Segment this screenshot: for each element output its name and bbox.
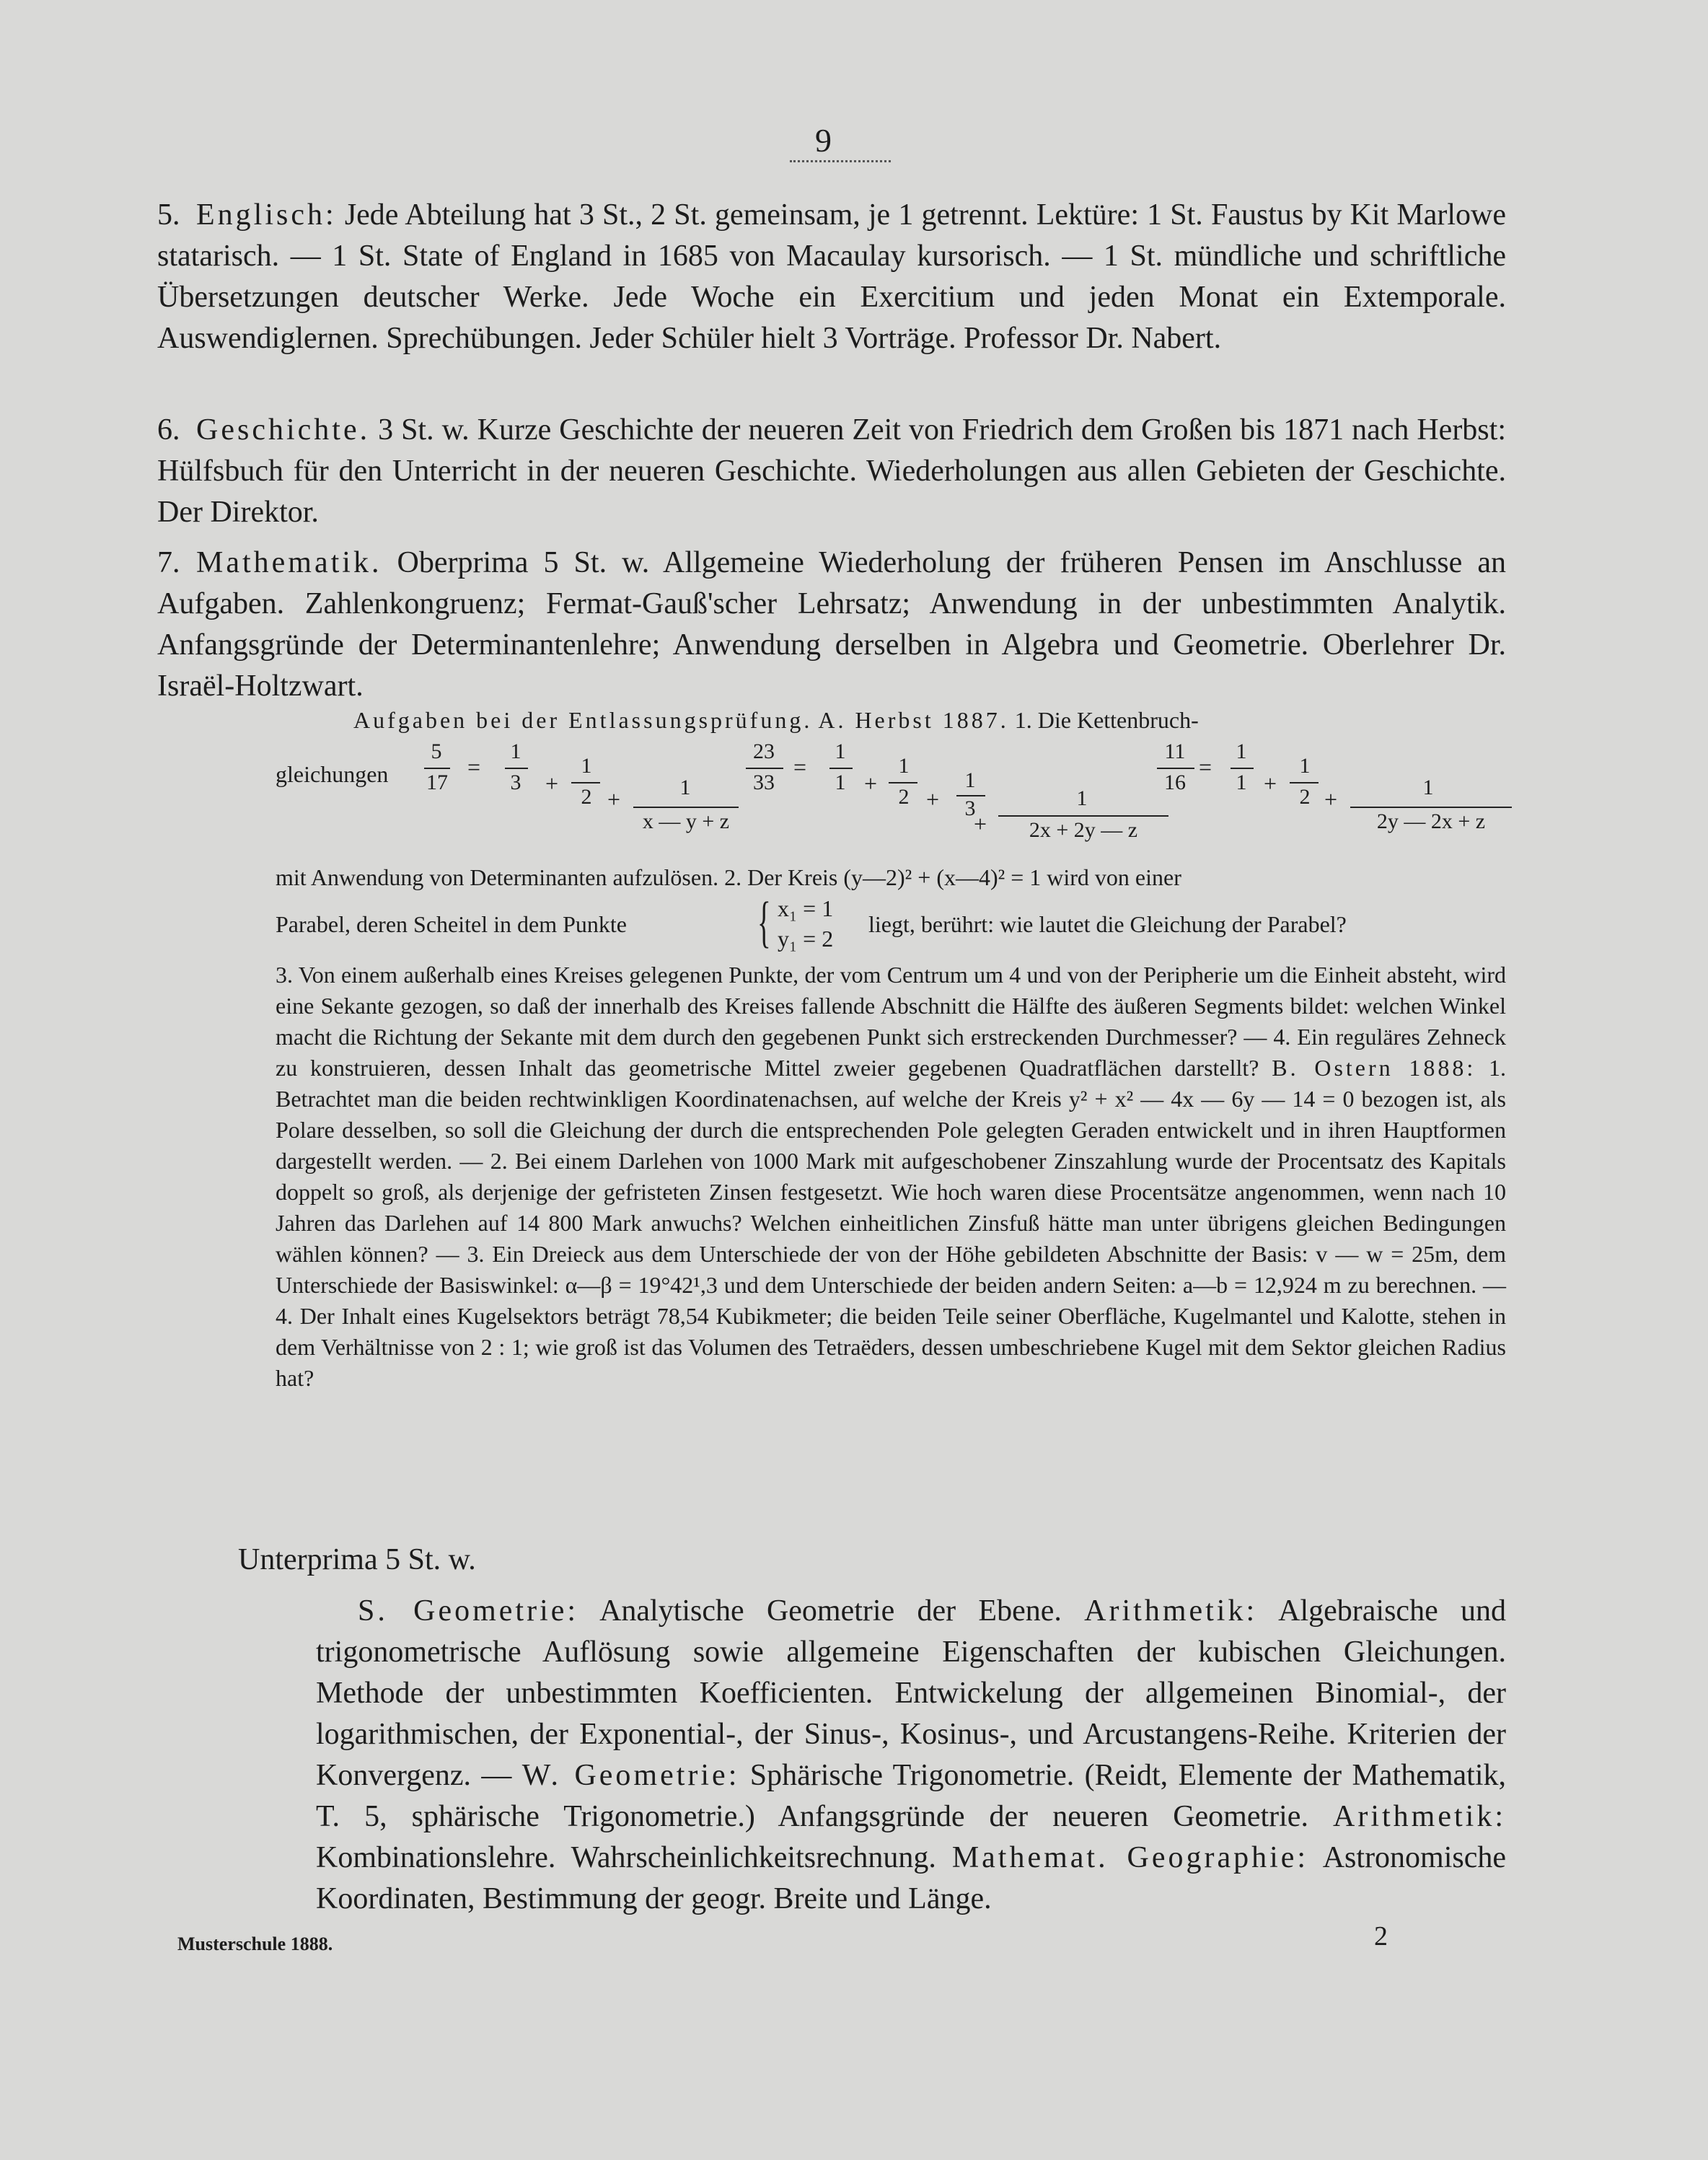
- plus-sign: +: [607, 786, 621, 812]
- exam-rest-2: 1. Betrachtet man die beiden rechtwinkligen Koordinatenachsen, auf welche der Kreis y² + x² — 4x — 6y — 14 = 0 bezogen ist, als Polare desselben, so soll die Gleichung der durch die entsprechenden Pole gelegten Geraden entwickelt und in ihren Hauptformen dargestellt werden. — 2. Bei einem Darlehen von 1000 Mark mit aufgeschobener Zinszahlung wurde der Procentsatz des Kapitals doppelt so groß, als derjenige der gefristeten Zinsen festgesetzt. Wie hoch waren diese Procentsätze angenommen, wenn nach 10 Jahren das Darlehen auf 14 800 Mark anwuchs? Welchen einheitlichen Zinsfuß hätte man unter übrigens gleichen Bedingungen wählen können? — 3. Ein Dreieck aus dem Unterschiede der von der Höhe gebildeten Abschnitte der Basis: v — w = 25m, dem Unterschiede der Basiswinkel: α—β = 19°42¹,3 und dem Unterschiede der beiden andern Seiten: a—b = 12,924 m zu berechnen. — 4. Der Inhalt eines Kugelsektors beträgt 78,54 Kubikmeter; die beiden Teile seiner Oberfläche, Kugelmantel und Kalotte, stehen in dem Verhältnisse von 2 : 1; wie groß ist das Volumen des Tetraëders, dessen umbeschriebene Kugel mit dem Sektor gleichen Radius hat?: [276, 1055, 1507, 1391]
- section-title: Mathematik.: [196, 546, 382, 579]
- plus-sign: +: [545, 771, 559, 796]
- mathemat-geographie-text: Astronomische Koordinaten, Bestimmung der geogr. Breite und Länge.: [316, 1841, 1507, 1915]
- section-text: Jede Abteilung hat 3 St., 2 St. gemeinsam, je 1 getrennt. Lektüre: 1 St. Faustus by Kit Marlowe statarisch. — 1 St. State of England in 1685 von Macaulay kursorisch. — 1 St. mündliche und schriftliche Übersetzungen deutscher Werke. Jede Woche ein Exercitium und jeden Monat ein Extemporale. Auswendiglernen. Sprechübungen. Jeder Schüler hielt 3 Vorträge. Professor Dr. Nabert.: [157, 198, 1507, 355]
- plus-sign: +: [1264, 771, 1277, 796]
- section-title: Geschichte.: [196, 413, 371, 447]
- unterprima-body: [316, 1591, 1506, 1920]
- fraction-bar: [746, 768, 783, 769]
- section-englisch: [157, 195, 1506, 359]
- eq1-lhs-num: 5: [431, 739, 442, 763]
- page-number: 9: [815, 122, 832, 159]
- fraction-bar: [889, 782, 917, 783]
- eq2-lhs-den: 33: [753, 771, 775, 794]
- exam-heading-title: Aufgaben bei der Entlassungsprüfung.: [353, 707, 813, 733]
- x1-value: x₁ = 1: [778, 895, 834, 921]
- arithmetik2-text: Kombinationslehre. Wahrscheinlichkeitsrechnung.: [316, 1841, 936, 1874]
- gleichungen-label: gleichungen: [276, 761, 389, 787]
- exam-intro: 1. Die Kettenbruch-: [1014, 707, 1199, 733]
- eq1-c-num: 1: [679, 776, 691, 799]
- fraction-bar: [571, 782, 600, 783]
- eq3-c-den: 2y — 2x + z: [1376, 809, 1486, 833]
- eq3-lhs-num: 11: [1164, 739, 1186, 763]
- y1-value: y₁ = 2: [778, 926, 834, 952]
- eq1-c-den: x — y + z: [642, 809, 730, 833]
- eq3-b-num: 1: [1299, 754, 1311, 778]
- section-number: 6.: [157, 413, 180, 447]
- eq1-b-num: 1: [581, 754, 592, 778]
- unterprima-heading: Unterprima 5 St. w.: [238, 1543, 476, 1576]
- exam-heading: [353, 706, 1507, 734]
- section-geschichte: [157, 410, 1506, 533]
- exam-body: [276, 960, 1506, 1394]
- eq3-b-den: 2: [1299, 785, 1311, 809]
- section-number: 5.: [157, 198, 180, 232]
- fraction-bar: [998, 815, 1168, 817]
- plus-sign: +: [974, 811, 987, 837]
- eq2-b-num: 1: [898, 754, 910, 778]
- eq2-d-den: 2x + 2y — z: [1029, 818, 1138, 842]
- equals-sign: =: [1199, 754, 1212, 780]
- section-number: 7.: [157, 546, 180, 579]
- eq3-a-den: 1: [1236, 771, 1247, 794]
- eq1-b-den: 2: [581, 785, 592, 809]
- eq3-a-num: 1: [1236, 739, 1247, 763]
- brace: {: [757, 890, 771, 953]
- fraction-bar: [633, 807, 739, 808]
- eq1-lhs-den: 17: [426, 771, 448, 794]
- plus-sign: +: [1324, 786, 1338, 812]
- page-number-rule: [790, 160, 891, 162]
- arithmetik-label: Arithmetik:: [1084, 1594, 1258, 1628]
- mathemat-geographie-label: Mathemat. Geographie:: [951, 1841, 1309, 1874]
- parabel-post: liegt, berührt: wie lautet die Gleichung der Parabel?: [868, 911, 1347, 937]
- section-text: 3 St. w. Kurze Geschichte der neueren Zeit von Friedrich dem Großen bis 1871 nach Herbst: Hülfsbuch für den Unterricht in der neueren Geschichte. Wiederholungen aus allen Gebieten der Geschichte. Der Direktor.: [157, 413, 1506, 529]
- footer-right: 2: [1374, 1921, 1388, 1952]
- fraction-bar: [1350, 807, 1512, 808]
- eq2-a-num: 1: [835, 739, 846, 763]
- eq2-c-num: 1: [964, 768, 976, 792]
- footer-left: Musterschule 1888.: [177, 1933, 333, 1954]
- plus-sign: +: [926, 786, 940, 812]
- eq3-c-num: 1: [1422, 776, 1434, 799]
- s-geometrie-text: Analytische Geometrie der Ebene.: [599, 1594, 1062, 1628]
- fraction-bar: [1157, 768, 1194, 769]
- eq1-a-num: 1: [510, 739, 521, 763]
- equals-sign: =: [467, 754, 481, 780]
- parabel-pre: Parabel, deren Scheitel in dem Punkte: [276, 911, 627, 937]
- fraction-bar: [424, 768, 450, 769]
- eq2-d-num: 1: [1076, 786, 1088, 810]
- fraction-bar: [1231, 768, 1254, 769]
- section-mathematik: [157, 543, 1506, 707]
- fraction-bar: [505, 768, 528, 769]
- w-geometrie-text: Sphärische Trigonometrie. (Reidt, Elemente der Mathematik, T. 5, sphärische Trigonometrie.) Anfangsgründe der neueren Geometrie.: [316, 1759, 1506, 1833]
- section-title: Englisch:: [196, 198, 337, 232]
- eq2-c-den: 3: [964, 796, 976, 820]
- w-geometrie-label: W. Geometrie:: [521, 1759, 740, 1792]
- eq2-b-den: 2: [898, 785, 910, 809]
- fraction-bar: [1290, 782, 1319, 783]
- exam-line-after: mit Anwendung von Determinanten aufzulösen. 2. Der Kreis (y—2)² + (x—4)² = 1 wird von einer: [276, 864, 1181, 890]
- fraction-bar: [829, 768, 853, 769]
- section-text: Oberprima 5 St. w. Allgemeine Wiederholung der früheren Pensen im Anschlusse an Aufgaben. Zahlenkongruenz; Fermat-Gauß'scher Lehrsatz; Anwendung in der unbestimmten Analytik. Anfangsgründe der Determinantenlehre; Anwendung derselben in Algebra und Geometrie. Oberlehrer Dr. Israël-Holtzwart.: [157, 546, 1506, 703]
- s-geometrie-label: S. Geometrie:: [358, 1594, 579, 1628]
- eq3-lhs-den: 16: [1164, 771, 1186, 794]
- eq2-a-den: 1: [835, 771, 846, 794]
- exam-term-1: A. Herbst 1887.: [818, 707, 1009, 733]
- exam-term-2: B. Ostern 1888:: [1272, 1055, 1476, 1081]
- arithmetik-text: Algebraische und trigonometrische Auflösung sowie allgemeine Eigenschaften der kubischen Gleichungen. Methode der unbestimmten Koefficienten. Entwickelung der allgemeinen Binomial-, der logarithmischen, der Exponential-, der Sinus-, Kosinus-, und Arcustangens-Reihe. Kriterien der Konvergenz. —: [316, 1594, 1506, 1792]
- eq1-a-den: 3: [510, 771, 521, 794]
- exam-rest-1: 3. Von einem außerhalb eines Kreises gelegenen Punkte, der vom Centrum um 4 und von der Peripherie um die Einheit absteht, wird eine Sekante gezogen, so daß der innerhalb des Kreises fallende Abschnitt die Hälfte des äußeren Segments bildet: welchen Winkel macht die Richtung der Sekante mit dem durch den gegebenen Punkt sich erstreckenden Durchmesser? — 4. Ein reguläres Zehneck zu konstruieren, dessen Inhalt das geometrische Mittel zweier gegebenen Quadratflächen darstellt?: [276, 962, 1506, 1081]
- eq2-lhs-num: 23: [753, 739, 775, 763]
- brace-lines: [778, 893, 833, 954]
- plus-sign: +: [864, 771, 878, 796]
- equals-sign: =: [793, 754, 807, 780]
- arithmetik2-label: Arithmetik:: [1333, 1800, 1506, 1833]
